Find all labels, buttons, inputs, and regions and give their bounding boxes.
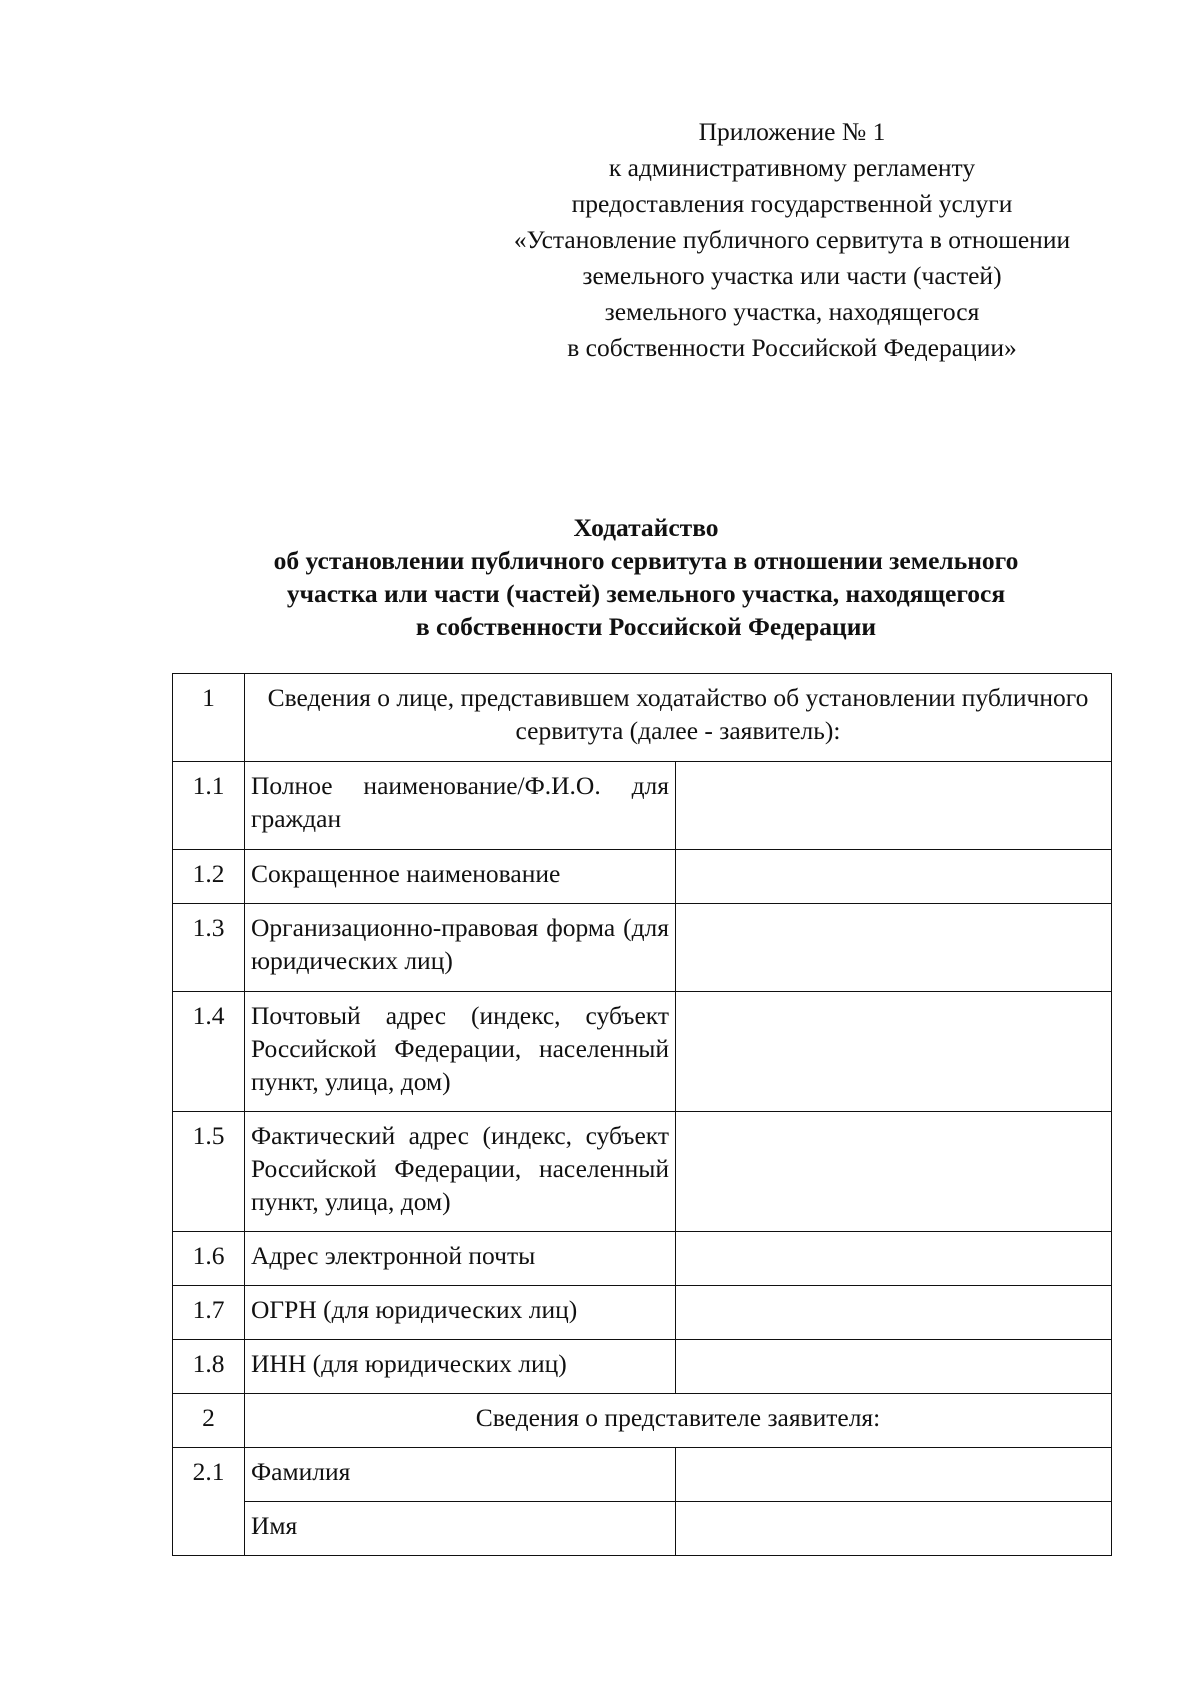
field-label: Почтовый адрес (индекс, субъект Российской Федерации, населенный пункт, улица, дом) <box>245 992 676 1112</box>
row-number: 1 <box>173 674 245 762</box>
appendix-line: Приложение № 1 <box>698 117 886 146</box>
row-number: 1.3 <box>173 904 245 992</box>
section-row-representative <box>173 1394 1112 1448</box>
surname-field[interactable] <box>676 1448 1112 1502</box>
appendix-line: к административному регламенту <box>608 153 976 182</box>
row-number: 1.7 <box>173 1286 245 1340</box>
row-number: 1.6 <box>173 1232 245 1286</box>
appendix-line: предоставления государственной услуги <box>571 189 1013 218</box>
ogrn-field[interactable] <box>676 1286 1112 1340</box>
title-line: участка или части (частей) земельного участка, находящегося <box>286 579 1006 608</box>
section-heading: Сведения о лице, представившем ходатайство об установлении публичного сервитута (далее - заявитель): <box>245 674 1112 762</box>
field-label: Фамилия <box>245 1448 676 1502</box>
table-row <box>173 904 1112 992</box>
field-label: Полное наименование/Ф.И.О. для граждан <box>245 762 676 850</box>
inn-field[interactable] <box>676 1340 1112 1394</box>
field-label: Имя <box>245 1502 676 1556</box>
row-number: 2.1 <box>173 1448 245 1556</box>
actual-address-field[interactable] <box>676 1112 1112 1232</box>
table-row <box>173 850 1112 904</box>
title-line: Ходатайство <box>573 513 719 542</box>
row-number: 1.2 <box>173 850 245 904</box>
field-label: ИНН (для юридических лиц) <box>245 1340 676 1394</box>
full-name-field[interactable] <box>676 762 1112 850</box>
table-row <box>173 1232 1112 1286</box>
row-number: 1.8 <box>173 1340 245 1394</box>
section-heading: Сведения о представителе заявителя: <box>245 1394 1112 1448</box>
field-label: Организационно-правовая форма (для юридических лиц) <box>245 904 676 992</box>
table-row <box>173 992 1112 1112</box>
legal-form-field[interactable] <box>676 904 1112 992</box>
first-name-field[interactable] <box>676 1502 1112 1556</box>
row-number: 1.4 <box>173 992 245 1112</box>
document-title <box>172 511 1120 643</box>
table-row <box>173 1112 1112 1232</box>
postal-address-field[interactable] <box>676 992 1112 1112</box>
table-row <box>173 762 1112 850</box>
field-label: Сокращенное наименование <box>245 850 676 904</box>
appendix-line: земельного участка, находящегося <box>604 297 980 326</box>
appendix-line: в собственности Российской Федерации» <box>567 333 1017 362</box>
row-number: 1.5 <box>173 1112 245 1232</box>
table-row <box>173 1448 1112 1502</box>
title-line: в собственности Российской Федерации <box>415 612 877 641</box>
field-label: ОГРН (для юридических лиц) <box>245 1286 676 1340</box>
row-number: 2 <box>173 1394 245 1448</box>
appendix-line: земельного участка или части (частей) <box>582 261 1002 290</box>
row-number: 1.1 <box>173 762 245 850</box>
field-label: Фактический адрес (индекс, субъект Российской Федерации, населенный пункт, улица, дом) <box>245 1112 676 1232</box>
email-field[interactable] <box>676 1232 1112 1286</box>
appendix-header <box>460 114 1124 366</box>
table-row <box>173 1502 1112 1556</box>
table-row <box>173 1286 1112 1340</box>
title-line: об установлении публичного сервитута в отношении земельного <box>273 546 1019 575</box>
short-name-field[interactable] <box>676 850 1112 904</box>
appendix-line: «Установление публичного сервитута в отношении <box>513 225 1071 254</box>
petition-form-table <box>172 673 1112 1556</box>
field-label: Адрес электронной почты <box>245 1232 676 1286</box>
section-row-applicant <box>173 674 1112 762</box>
table-row <box>173 1340 1112 1394</box>
